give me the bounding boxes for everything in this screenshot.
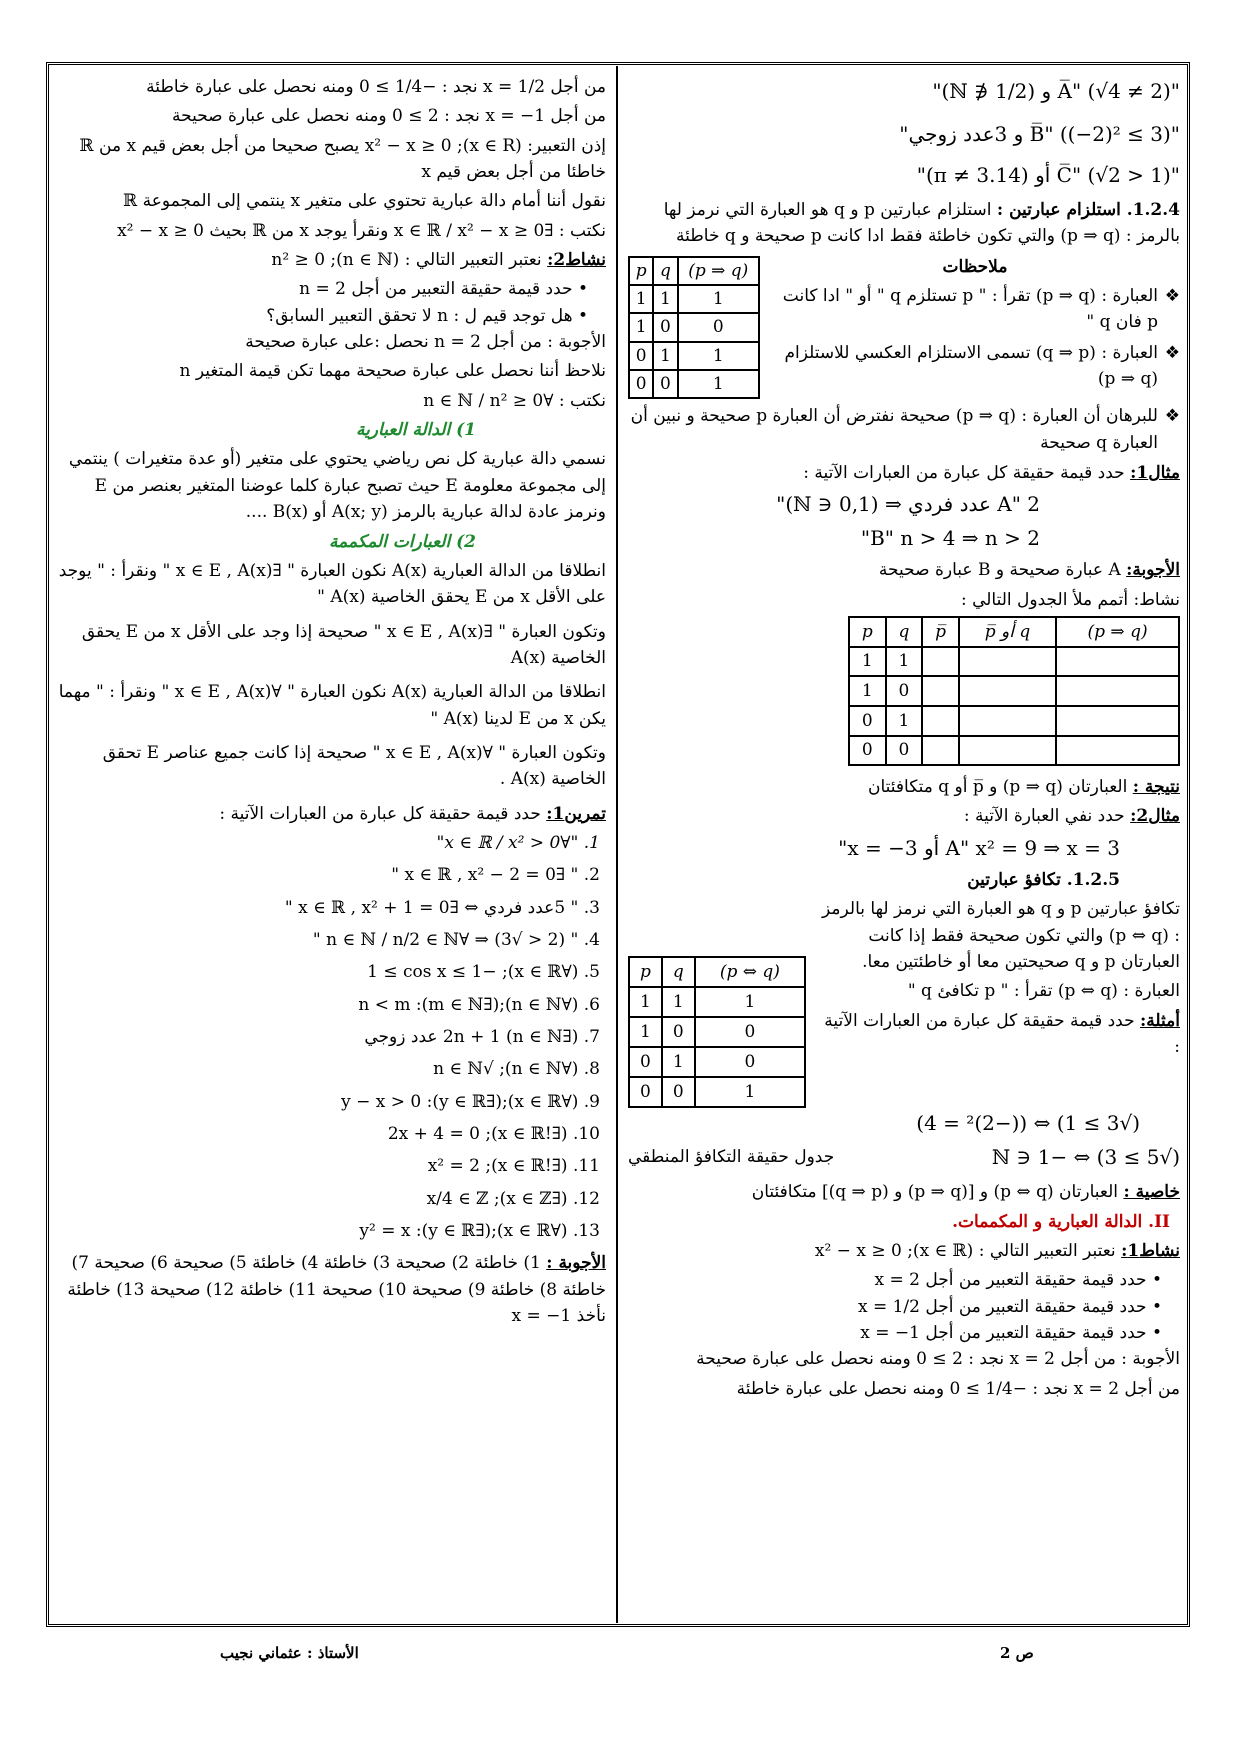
footer-page-number: ص 2	[1000, 1644, 1034, 1662]
right-column	[628, 74, 1180, 1405]
list-item: 11. (∃!x ∈ ℝ); x² = 2	[427, 1156, 600, 1177]
answers	[56, 1250, 606, 1329]
left-line-5: نكتب : ∃x ∈ ℝ / x² − x ≥ 0 ونقرأ يوجد x من ℝ بحيث x² − x ≥ 0	[117, 220, 606, 241]
negation-a: "A̅" (√4 ≠ 2) و (1/2 ∉ ℕ)"	[932, 79, 1180, 103]
table-header: (p ⇒ q)	[678, 257, 759, 285]
activity-2-list	[56, 276, 606, 329]
activity-2-answer-1: الأجوبة : من أجل n = 2 نحصل :على عبارة صحيحة	[245, 332, 606, 353]
table-row: 1 1	[849, 647, 1179, 677]
left-line-3: إذن التعبير: (x ∈ R); x² − x ≥ 0 يصبح صحيحا من أجل بعض قيم x من ℝ خاطئا من أجل بعض قيم x	[79, 135, 606, 183]
table-row: 0 0	[849, 736, 1179, 766]
implication-section	[628, 197, 1180, 250]
activity-2-text: نعتبر التعبير التالي : (n ∈ ℕ); n² ≥ 0	[271, 250, 542, 271]
property-title: خاصية :	[1123, 1182, 1180, 1203]
quantifier-forall-truth: وتكون العبارة " ∀x ∈ E , A(x) " صحيحة إذا كانت جميع عناصر E تحقق الخاصية A(x) .	[102, 742, 606, 790]
property	[628, 1179, 1180, 1205]
activity-2-title: نشاط2:	[547, 250, 606, 271]
example-1-a: A" 2 عدد فردي ⇒ (0,1 ∈ ℕ)"	[776, 492, 1040, 517]
activity-2-answer-3: نكتب : ∀n ∈ ℕ / n² ≥ 0	[423, 390, 606, 411]
table-row: 1 0 0	[629, 1017, 805, 1047]
table-header: q	[886, 617, 923, 647]
table-header: p̅	[922, 617, 959, 647]
equivalence-block	[628, 896, 1180, 1108]
example-2-title: مثال2:	[1130, 806, 1180, 827]
answer-text: A عبارة صحيحة و B عبارة صحيحة	[878, 560, 1121, 581]
left-line-4: نقول أننا أمام دالة عبارية تحتوي على متغير x ينتمي إلى المجموعة ℝ	[123, 191, 606, 212]
example-1-answer	[628, 557, 1180, 583]
equivalence-definition: تكافؤ عبارتين p و q هو العبارة التي نرمز لها بالرمز : (p ⇔ q) والتي تكون صحيحة فقط إذا كانت العبارتان p و q صحيحتين معا أو خاطئتين معا.	[822, 899, 1180, 972]
activity-2	[56, 247, 606, 273]
list-item: 13. (∀x ∈ ℝ);(∃y ∈ ℝ): y² = x	[359, 1221, 600, 1242]
list-item: 3. " 5عدد فردي ⇔ ∃x ∈ ℝ , x² + 1 = 0 "	[284, 897, 600, 918]
result-text: العبارتان (p ⇒ q) و p̅ أو q متكافئتان	[867, 777, 1128, 798]
equivalence-read: العبارة : (p ⇔ q) تقرأ : " p تكافئ q "	[907, 981, 1180, 1002]
section-2-heading: II. الدالة العبارية و المكممات.	[952, 1211, 1170, 1232]
exercise-1	[56, 801, 606, 827]
left-line-1: من أجل x = 1/2 نجد : −1/4 ≥ 0 ومنه نحصل على عبارة خاطئة	[146, 77, 606, 97]
implication-definition: استلزام عبارتين p و q هو العبارة التي نرمز لها بالرمز : (p ⇒ q) والتي تكون خاطئة فقط ادا كانت p صحيحة و q خاطئة	[663, 200, 1180, 247]
notes-title: ملاحظات	[942, 256, 1008, 277]
equivalence-caption: جدول حقيقة التكافؤ المنطقي	[628, 1147, 835, 1168]
list-item: 4. " (2 < √3) ⇒ ∀n ∈ ℕ / n/2 ∈ ℕ "	[312, 929, 600, 950]
implication-heading: 1.2.4. استلزام عبارتين :	[996, 200, 1180, 220]
table-row: 0 0 1	[629, 370, 759, 398]
implication-block	[628, 254, 1180, 400]
left-line-2: من أجل x = −1 نجد : 2 ≥ 0 ومنه نحصل على عبارة صحيحة	[171, 106, 606, 127]
list-item: • حدد قيمة حقيقة التعبير من أجل x = −1	[628, 1320, 1162, 1346]
quantifier-exists-def: انطلاقا من الدالة العبارية A(x) نكون العبارة " ∃x ∈ E , A(x) " ونقرأ : " يوجد على الأقل x من E يحقق الخاصية A(x) "	[58, 560, 606, 608]
table-header: p	[629, 257, 653, 285]
equivalence-truth-table	[628, 956, 806, 1108]
example-2-expr: A" x² = 9 ⇒ x = 3 أو x = −3"	[838, 835, 1120, 860]
note-item: ❖ العبارة : (p ⇒ q) تقرأ : " p تستلزم q " أو " ادا كانت p فان q "	[770, 283, 1158, 336]
property-text: العبارتان (p ⇔ q) و [(p ⇒ q) و (q ⇒ p)] متكافئتان	[751, 1182, 1119, 1203]
activity-1-answer-2: من أجل x = 2 نجد : −1/4 ≥ 0 ومنه نحصل على عبارة خاطئة	[736, 1378, 1180, 1399]
heading-quantified-statements: 2) العبارات المكممة	[329, 531, 476, 552]
examples-2: (√5 ≥ 3) ⇔ −1 ∈ ℕ	[991, 1145, 1180, 1170]
note-item: ❖ للبرهان أن العبارة : (p ⇒ q) صحيحة نفترض أن العبارة p صحيحة و نبين أن العبارة q صحيحة	[628, 403, 1158, 456]
table-row: 1 0 0	[629, 313, 759, 341]
result	[628, 774, 1180, 800]
activity-1-list	[628, 1267, 1180, 1346]
list-item: 9. (∀x ∈ ℝ);(∃y ∈ ℝ): y − x > 0	[341, 1091, 600, 1112]
list-item: 5. (∀x ∈ ℝ); −1 ≤ cos x ≤ 1	[367, 962, 600, 983]
activity-1-text: نعتبر التعبير التالي : (x ∈ ℝ); x² − x ≥ 0	[814, 1240, 1116, 1261]
table-header: q	[662, 957, 695, 987]
activity-fill: نشاط: أتمم ملأ الجدول التالي :	[960, 589, 1180, 610]
table-header: p	[849, 617, 886, 647]
list-item: • هل توجد قيم ل : n لا تحقق التعبير السابق؟	[56, 303, 588, 329]
fill-truth-table	[848, 616, 1180, 766]
answers-title: الأجوبة :	[546, 1253, 606, 1274]
examples-1: (√3 ≥ 1) ⇔ ((−2)² = 4)	[916, 1111, 1140, 1136]
list-item: 12. (∃x ∈ ℤ); x/4 ∈ ℤ	[426, 1188, 600, 1209]
table-header: p̅ أو q	[959, 617, 1056, 647]
equivalence-heading: 1.2.5. تكافؤ عبارتين	[967, 869, 1120, 890]
column-divider	[616, 66, 618, 1623]
exercise-1-title: تمرين1:	[546, 803, 606, 824]
list-item: 8. (∀n ∈ ℕ); √n ∈ ℕ	[433, 1059, 600, 1080]
examples-title: أمثلة:	[1140, 1010, 1180, 1031]
activity-1	[628, 1238, 1180, 1264]
exercise-1-text: حدد قيمة حقيقة كل عبارة من العبارات الآتية :	[219, 803, 541, 824]
answers-text: 1) خاطئة 2) صحيحة 3) خاطئة 4) خاطئة 5) صحيحة 6) صحيحة 7) خاطئة 8) خاطئة 9) صحيحة 10) صحيحة 11) خاطئة 12) صحيحة 13) خاطئة نأخذ x = −1	[67, 1253, 606, 1327]
list-item: 10. (∃!x ∈ ℝ); 2x + 4 = 0	[387, 1124, 600, 1145]
left-column	[56, 74, 606, 1332]
examples	[816, 1008, 1180, 1061]
example-2-text: حدد نفي العبارة الآتية :	[963, 806, 1125, 827]
notes-list-2	[628, 403, 1180, 456]
examples-row	[628, 1142, 1180, 1173]
table-row: 1 1 1	[629, 987, 805, 1017]
exercise-list	[56, 830, 606, 1244]
list-item: 6. (∀n ∈ ℕ);(∃m ∈ ℕ): n < m	[358, 994, 600, 1015]
quantifier-exists-truth: وتكون العبارة " ∃x ∈ E , A(x) " صحيحة إذا وجد على الأقل x من E يحقق الخاصية A(x)	[81, 621, 606, 668]
activity-1-title: نشاط1:	[1121, 1240, 1180, 1261]
table-row: 0 1 1	[629, 342, 759, 370]
table-row: 0 1 0	[629, 1047, 805, 1077]
table-header: p	[629, 957, 662, 987]
table-header: (p ⇒ q)	[1056, 617, 1179, 647]
table-row: 1 1 1	[629, 285, 759, 313]
table-header: q	[653, 257, 677, 285]
result-title: نتيجة :	[1132, 777, 1180, 798]
answer-title: الأجوبة:	[1126, 560, 1180, 581]
list-item: • حدد قيمة حقيقة التعبير من أجل x = 1/2	[628, 1294, 1162, 1320]
activity-2-answer-2: نلاحظ أننا نحصل على عبارة صحيحة مهما تكن قيمة المتغير n	[179, 361, 606, 382]
heading-propositional-function: 1) الدالة العبارية	[355, 420, 476, 441]
activity-1-answer-1: الأجوبة : من أجل x = 2 نجد : 2 ≥ 0 ومنه نحصل على عبارة صحيحة	[696, 1349, 1180, 1370]
table-row: 1 0	[849, 676, 1179, 706]
note-item: ❖ العبارة : (q ⇒ p) تسمى الاستلزام العكسي للاستلزام (p ⇒ q)	[770, 340, 1158, 393]
footer-author: الأستاذ : عثماني نجيب	[220, 1644, 359, 1662]
example-1-title: مثال1:	[1130, 463, 1180, 484]
example-1-b: B" n > 4 ⇒ n > 2"	[860, 526, 1040, 551]
propositional-function-def: نسمي دالة عبارية كل نص رياضي يحتوي على متغير (أو عدة متغيرات ) ينتمي إلى مجموعة معلومة E حيث تصبح عبارة كلما عوضنا المتغير بعنصر من E ونرمز عادة لدالة عبارية بالرمز A(x; y) أو B(x) ....	[68, 449, 606, 523]
list-item: 7. (∃n ∈ ℕ) 2n + 1 عدد زوجي	[364, 1027, 600, 1047]
table-row: 0 0 1	[629, 1077, 805, 1107]
table-header: (p ⇔ q)	[695, 957, 805, 987]
list-item: • حدد قيمة حقيقة التعبير من أجل n = 2	[56, 276, 588, 302]
list-item: 1. "∀x ∈ ℝ / x² > 0"	[436, 832, 600, 853]
quantifier-forall-def: انطلاقا من الدالة العبارية A(x) نكون العبارة " ∀x ∈ E , A(x) " ونقرأ : " مهما يكن x من E لدينا A(x) "	[58, 682, 606, 729]
notes-list	[770, 283, 1180, 392]
list-item: • حدد قيمة حقيقة التعبير من أجل x = 2	[628, 1267, 1162, 1293]
example-2	[628, 803, 1180, 829]
list-item: 2. " ∃x ∈ ℝ , x² − 2 = 0 "	[391, 865, 600, 886]
negation-c: "C̅" (√2 > 1) أو (π ≠ 3.14)"	[916, 163, 1180, 187]
implication-truth-table	[628, 256, 760, 400]
example-1	[628, 460, 1180, 486]
example-1-text: حدد قيمة حقيقة كل عبارة من العبارات الآتية :	[803, 463, 1125, 484]
negation-b: "B̅" ((−2)² ≤ 3) و 3عدد زوجي"	[899, 122, 1180, 146]
table-row: 0 1	[849, 706, 1179, 736]
examples-text: حدد قيمة حقيقة كل عبارة من العبارات الآتية :	[824, 1010, 1180, 1057]
